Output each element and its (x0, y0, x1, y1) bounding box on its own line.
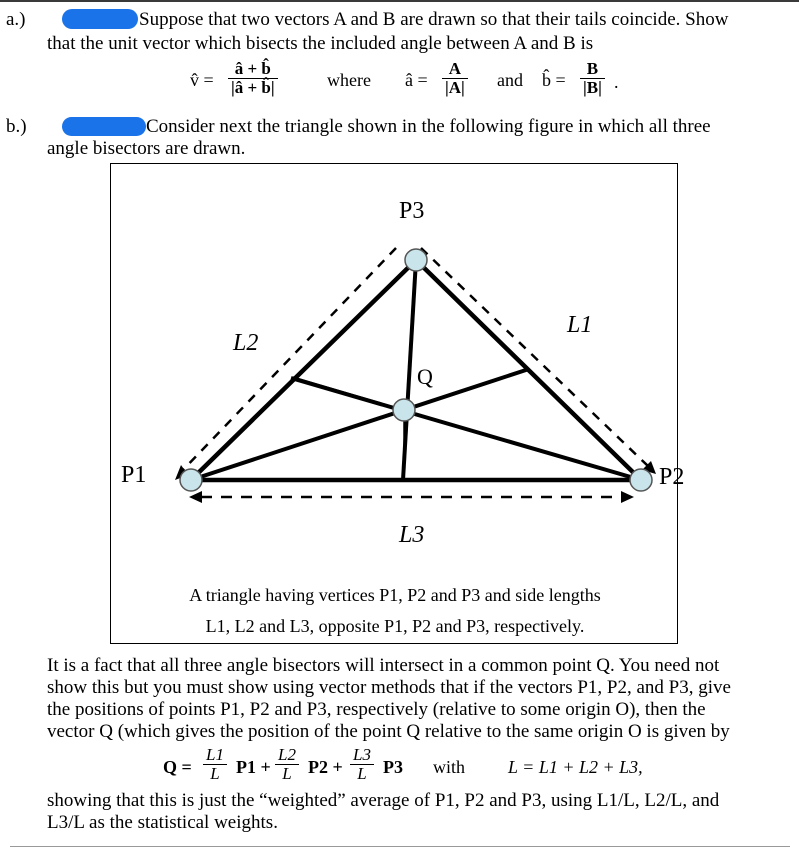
eq-term3-numerator: L3 (350, 746, 374, 765)
part-a-line2: that the unit vector which bisects the included angle between A and B is (47, 33, 594, 54)
vertex-P3-label: P3 (399, 198, 425, 224)
eq-Q-lhs: Q = (163, 757, 192, 777)
and-word: and (497, 70, 523, 90)
bottom-rule (10, 846, 790, 847)
redaction-mark (62, 9, 138, 29)
eq-term2-numerator: L2 (275, 746, 299, 765)
eq-term1-vector: P1 + (236, 757, 271, 777)
arrowhead-L3-left (189, 491, 202, 503)
side-L2-dashed (181, 248, 396, 472)
v-hat-fraction (228, 60, 278, 97)
b-hat-lhs: b̂ = (542, 70, 566, 90)
eq-with-word: with (433, 757, 466, 777)
vertex-P1-marker (180, 469, 202, 491)
figure-caption-line2: L1, L2 and L3, opposite P1, P2 and P3, respectively. (205, 616, 585, 636)
side-L2-label: L2 (233, 330, 259, 356)
paragraph-line5: showing that this is just the “weighted” average of P1, P2 and P3, using L1/L, L2/L, and (47, 790, 720, 811)
side-L3-label: L3 (399, 522, 425, 548)
point-Q-label: Q (417, 364, 433, 389)
paragraph-line2: show this but you must show using vector methods that if the vectors P1, P2, and P3, give (47, 677, 731, 698)
perpendicular-L2 (293, 377, 404, 410)
eq-term1-fraction (203, 746, 227, 783)
vertex-P1-label: P1 (121, 462, 147, 488)
v-hat-lhs: v̂ = (190, 70, 214, 90)
side-L1-dashed (421, 248, 649, 467)
a-hat-denominator: |A| (445, 78, 465, 97)
b-hat-fraction (580, 60, 605, 97)
figure-caption-line1: A triangle having vertices P1, P2 and P3 and side lengths (189, 585, 601, 605)
redaction-mark (62, 117, 146, 136)
side-L1-label: L1 (567, 312, 593, 338)
triangle-figure (110, 163, 685, 644)
bisector-P3 (403, 260, 416, 480)
eq-term2-denominator: L (282, 764, 292, 783)
period: . (614, 72, 619, 92)
part-a-line1: Suppose that two vectors A and B are drawn so that their tails coincide. Show (139, 9, 729, 30)
paragraph-line1: It is a fact that all three angle bisectors will intersect in a common point Q. You need not (47, 655, 720, 676)
part-b-line2: angle bisectors are drawn. (47, 138, 246, 159)
paragraph-line3: the positions of points P1, P2 and P3, respectively (relative to some origin O), then the (47, 699, 706, 720)
eq-L-definition: L = L1 + L2 + L3, (508, 757, 643, 777)
eq-term1-numerator: L1 (203, 746, 227, 765)
eq-term3-vector: P3 (383, 757, 403, 777)
a-hat-numerator: A (442, 60, 468, 79)
triangle-diagram (111, 164, 679, 645)
b-hat-numerator: B (580, 60, 605, 79)
vertex-P2-label: P2 (659, 464, 685, 490)
top-rule (0, 0, 799, 2)
paragraph-line4: vector Q (which gives the position of the point Q relative to the same origin O is given by (47, 721, 730, 742)
v-hat-numerator: â + b̂ (228, 60, 278, 79)
arrowhead-L3-right (621, 491, 634, 503)
eq-term3-fraction (350, 746, 374, 783)
part-a-label: a.) (6, 9, 26, 30)
paragraph-line6: L3/L as the statistical weights. (47, 812, 278, 833)
a-hat-fraction (442, 60, 468, 97)
eq-term3-denominator: L (357, 764, 367, 783)
b-hat-denominator: |B| (583, 78, 602, 97)
eq-term2-vector: P2 + (308, 757, 343, 777)
point-Q-marker (393, 399, 415, 421)
where-word: where (327, 70, 371, 90)
a-hat-lhs: â = (405, 70, 428, 90)
part-b-label: b.) (6, 116, 27, 137)
vertex-P3-marker (405, 249, 427, 271)
v-hat-denominator: |â + b̂| (231, 78, 275, 97)
vertex-P2-marker (630, 469, 652, 491)
eq-term1-denominator: L (210, 764, 220, 783)
part-b-line1: Consider next the triangle shown in the following figure in which all three (146, 116, 711, 137)
eq-term2-fraction (275, 746, 299, 783)
